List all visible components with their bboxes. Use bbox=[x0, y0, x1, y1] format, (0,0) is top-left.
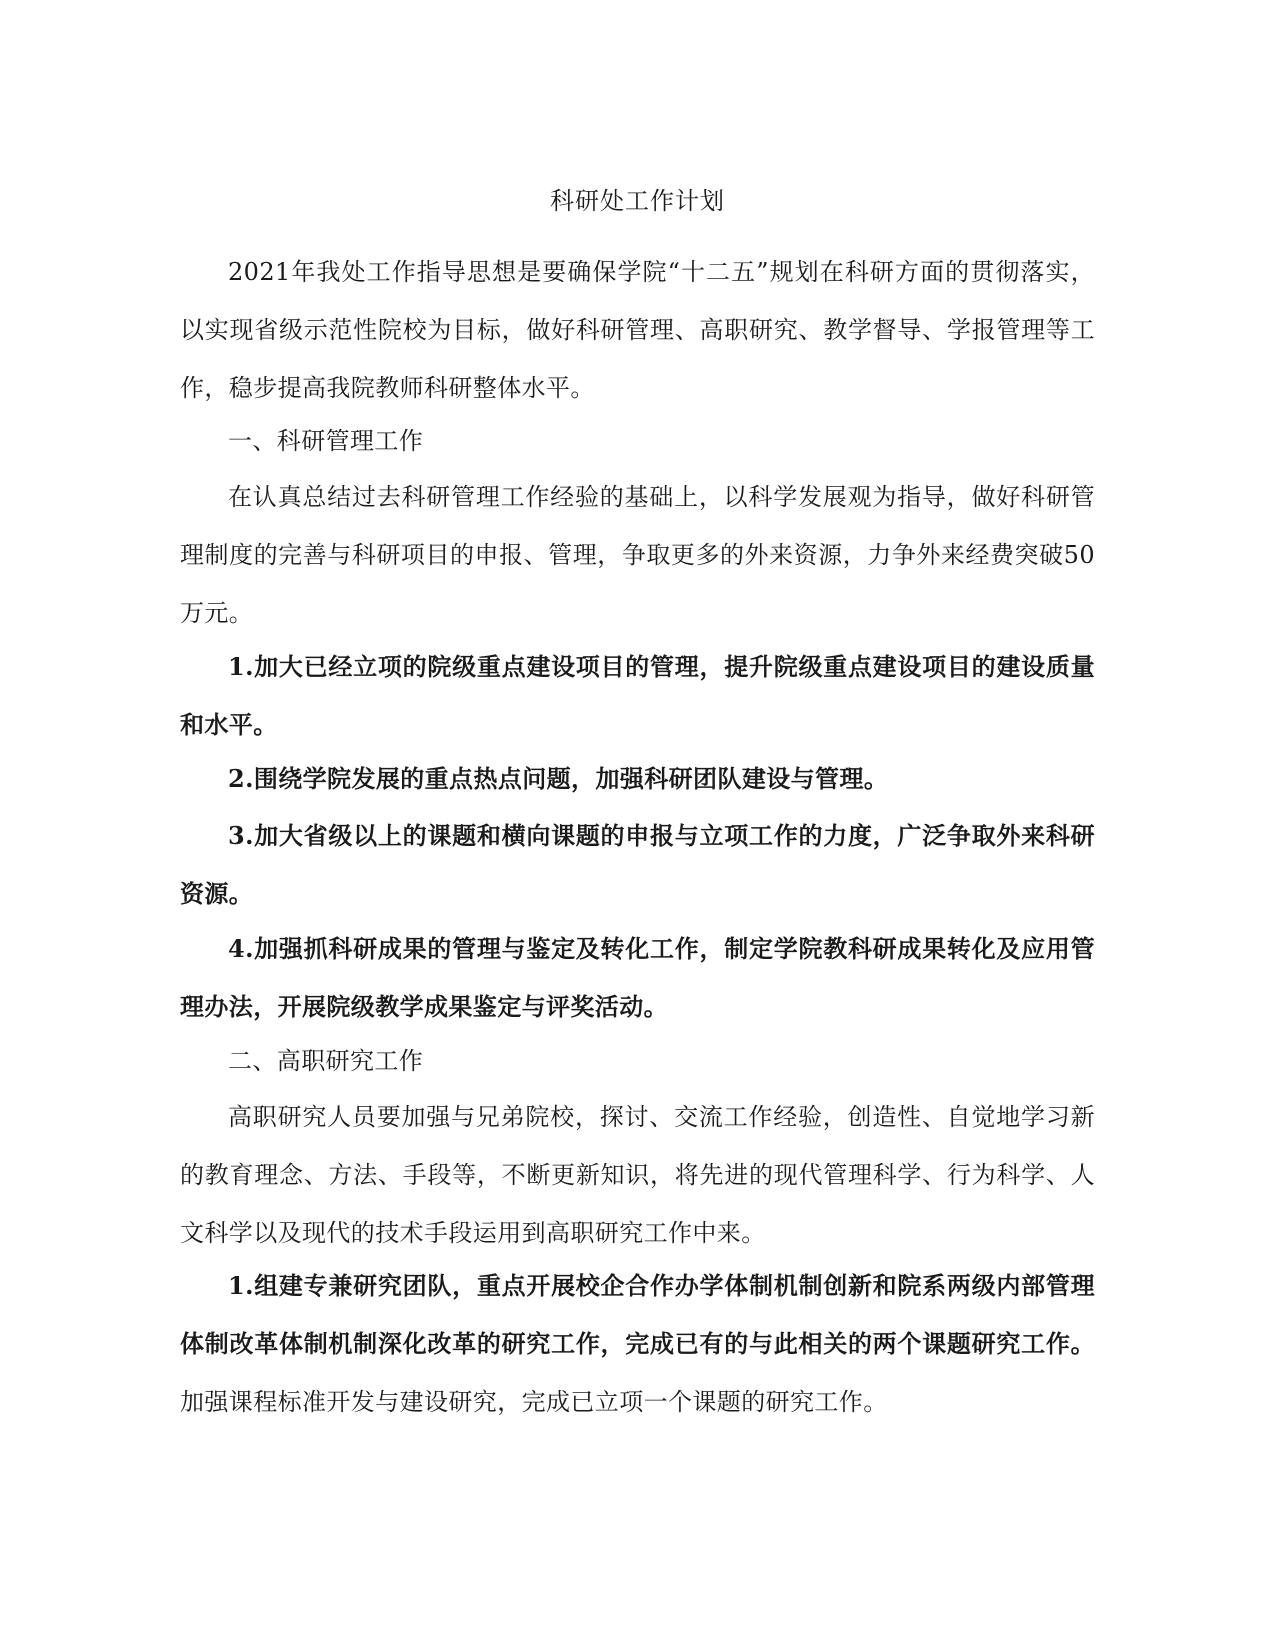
intro-paragraph: 2021年我处工作指导思想是要确保学院“十二五”规划在科研方面的贯彻落实，以实现省级示范性院校为目标，做好科研管理、高职研究、教学督导、学报管理等工作，稳步提高我院教师科研整体水平。 bbox=[180, 258, 1095, 402]
section1-item-4: 4.加强抓科研成果的管理与鉴定及转化工作，制定学院教科研成果转化及应用管理办法，开展院级教学成果鉴定与评奖活动。 bbox=[180, 934, 1095, 1021]
section1-body: 在认真总结过去科研管理工作经验的基础上，以科学发展观为指导，做好科研管理制度的完善与科研项目的申报、管理，争取更多的外来资源，力争外来经费突破50万元。 bbox=[180, 483, 1095, 627]
section2-body: 高职研究人员要加强与兄弟院校，探讨、交流工作经验，创造性、自觉地学习新的教育理念、方法、手段等，不断更新知识，将先进的现代管理科学、行为科学、人文科学以及现代的技术手段运用到高职研究工作中来。 bbox=[180, 1103, 1095, 1247]
section1-item-3: 3.加大省级以上的课题和横向课题的申报与立项工作的力度，广泛争取外来科研资源。 bbox=[180, 821, 1095, 908]
section1-heading: 一、科研管理工作 bbox=[228, 427, 424, 455]
section2-item-1-bold: 1.组建专兼研究团队，重点开展校企合作办学体制机制创新和院系两级内部管理体制改革体制机制深化改革的研究工作，完成已有的与此相关的两个课题研究工作。 bbox=[180, 1271, 1095, 1358]
section2-item-1 bbox=[180, 1257, 1095, 1431]
section2-heading: 二、高职研究工作 bbox=[228, 1047, 424, 1075]
section2-item-1-normal: 加强课程标准开发与建设研究，完成已立项一个课题的研究工作。 bbox=[180, 1388, 888, 1416]
section1-item-1: 1.加大已经立项的院级重点建设项目的管理，提升院级重点建设项目的建设质量和水平。 bbox=[180, 652, 1095, 739]
document-title: 科研处工作计划 bbox=[550, 187, 725, 215]
section1-item-2: 2.围绕学院发展的重点热点问题，加强科研团队建设与管理。 bbox=[228, 764, 889, 793]
